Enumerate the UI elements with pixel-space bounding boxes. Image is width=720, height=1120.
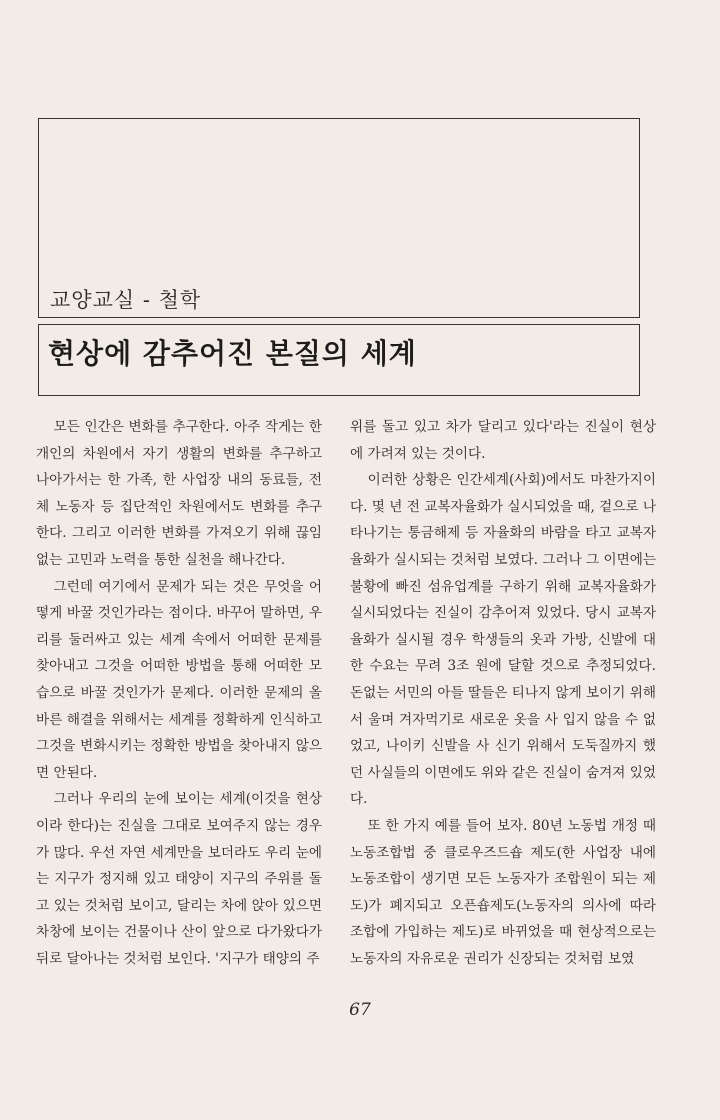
paragraph: 이러한 상황은 인간세계(사회)에서도 마찬가지이다. 몇 년 전 교복자율화가 실시되었을 때, 겉으로 나타나기는 통금해제 등 자율화의 바람을 타고 교복자율화가 실시되는 것처럼 보였다. 그러나 그 이면에는 불황에 빠진 섬유업계를 구하기 위해 교복자율화가 실시되었다는 진실이 감추어져 있었다. 당시 교복자율화가 실시될 경우 학생들의 옷과 가방, 신발에 대한 수요는 무려 3조 원에 달할 것으로 추정되었다. 돈없는 서민의 아들 딸들은 티나지 않게 보이기 위해서 울며 겨자먹기로 새로운 옷을 사 입지 않을 수 없었고, 나이키 신발을 사 신기 위해서 도둑질까지 했던 사실들의 이면에도 위와 같은 진실이 숨겨져 있었다. — [350, 472, 657, 808]
paragraph: 그러나 우리의 눈에 보이는 세계(이것을 현상이라 한다)는 진실을 그대로 보여주지 않는 경우가 많다. 우선 자연 세계만을 보더라도 우리 눈에는 지구가 정지해 있고 태양이 지구의 주위를 돌고 있는 것처럼 보이고, 달리는 차에 앉아 있으면 차창에 보이는 건물이나 산이 앞으로 다가왔다가 뒤로 달아나는 것처럼 보인다. '지구가 태양의 주 — [36, 791, 322, 967]
paragraph: 모든 인간은 변화를 추구한다. 아주 작게는 한 개인의 차원에서 자기 생활의 변화를 추구하고 나아가서는 한 가족, 한 사업장 내의 동료들, 전체 노동자 등 집단적인 차원에서도 변화를 추구한다. 그리고 이러한 변화를 가져오기 위해 끊임없는 고민과 노력을 통한 실천을 해나간다. — [36, 419, 322, 568]
series-label: 교양교실 - 철학 — [50, 288, 202, 312]
paragraph-continuation: 위를 돌고 있고 차가 달리고 있다'라는 진실이 현상에 가려져 있는 것이다. — [350, 419, 656, 462]
right-column — [350, 414, 656, 972]
paragraph: 또 한 가지 예를 들어 보자. 80년 노동법 개정 때 노동조합법 중 클로우즈드숍 제도(한 사업장 내에 노동조합이 생기면 모든 노동자가 조합원이 되는 제도)가 폐지되고 오픈숍제도(노동자의 의사에 따라 조합에 가입하는 제도)로 바뀌었을 때 현상적으로는 노동자의 자유로운 권리가 신장되는 것처럼 보였 — [350, 817, 656, 967]
paragraph: 그런데 여기에서 문제가 되는 것은 무엇을 어떻게 바꿀 것인가라는 점이다. 바꾸어 말하면, 우리를 둘러싸고 있는 세계 속에서 어떠한 문제를 찾아내고 그것을 어떠한 방법을 통해 어떠한 모습으로 바꿀 것인가가 문제다. 이러한 문제의 올바른 해결을 위해서는 세계를 정확하게 인식하고 그것을 변화시키는 정확한 방법을 찾아내지 않으면 안된다. — [36, 578, 322, 781]
left-column — [36, 414, 322, 972]
article-title: 현상에 감추어진 본질의 세계 — [48, 337, 417, 370]
page-number: 67 — [349, 1000, 371, 1020]
